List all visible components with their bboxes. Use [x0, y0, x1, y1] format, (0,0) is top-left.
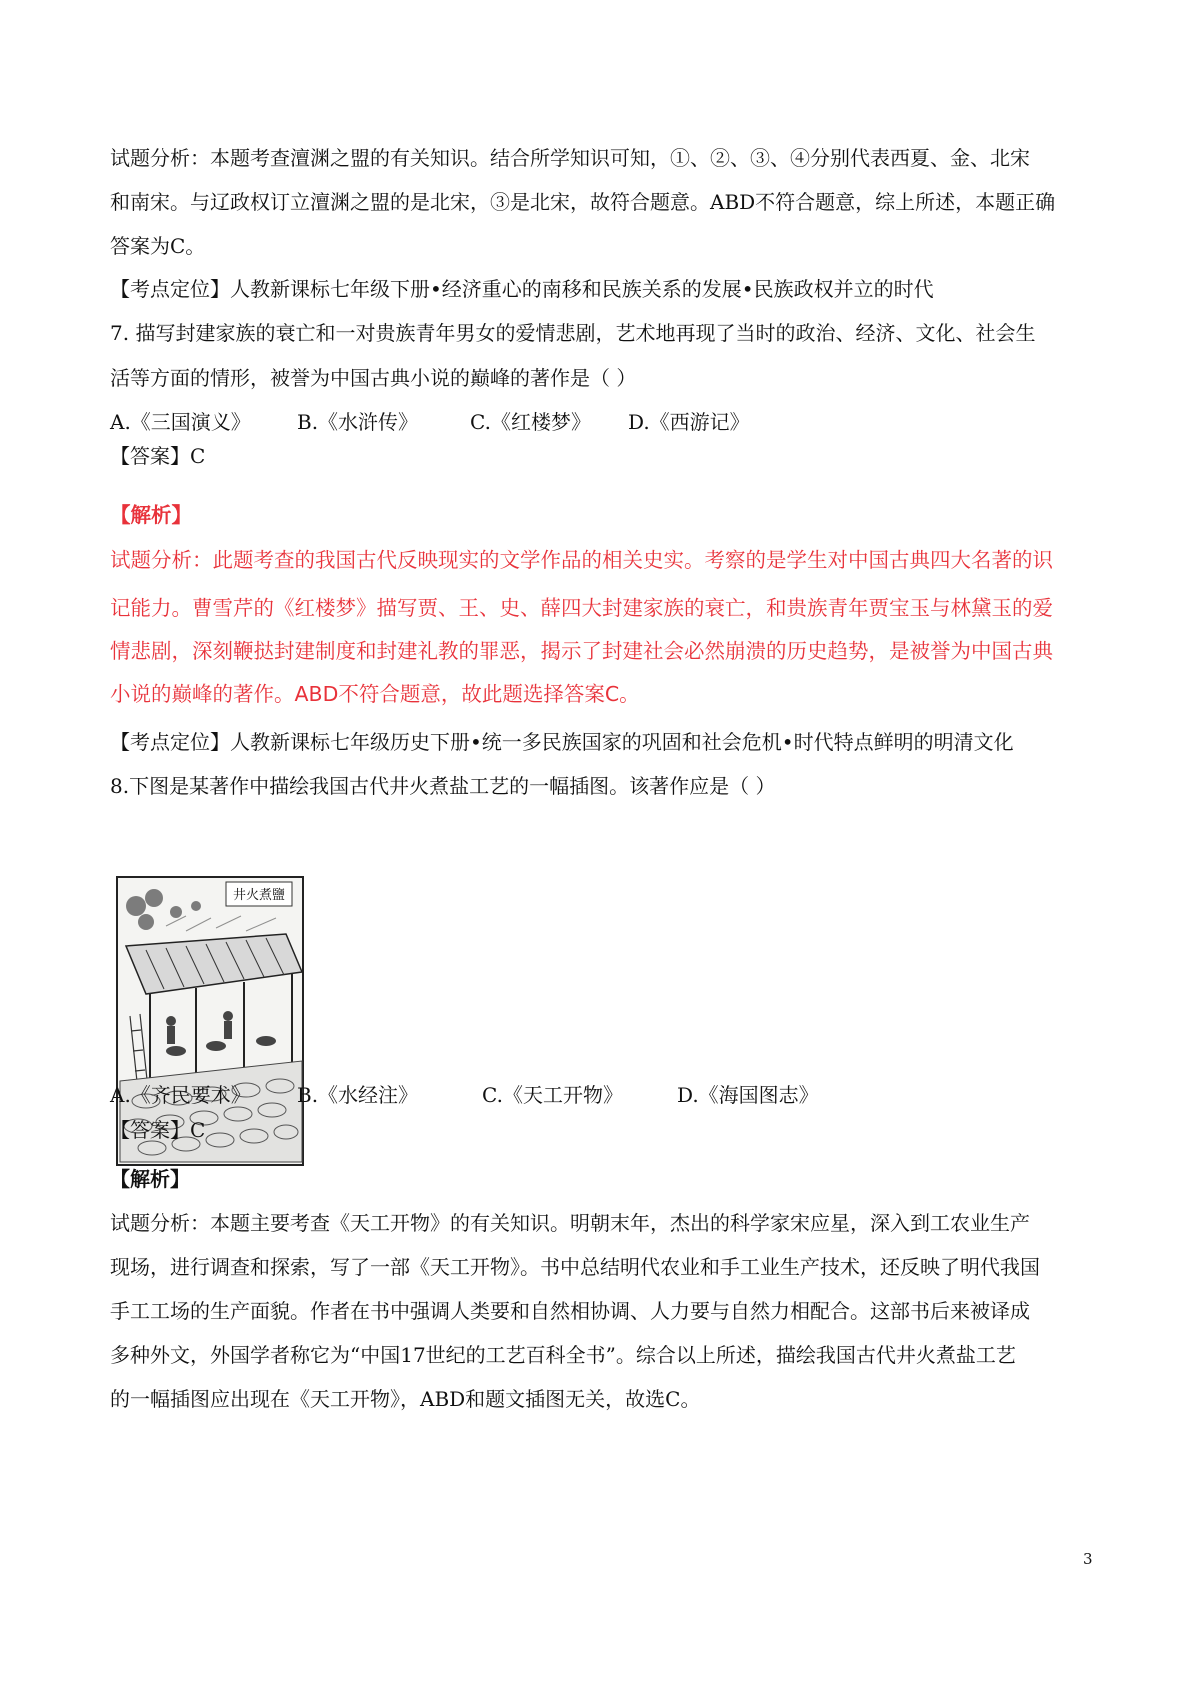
- q7-answer: 【答案】C: [110, 444, 206, 468]
- q7-option-a: A.《三国演义》: [110, 410, 251, 434]
- q8-option-b: B.《水经注》: [297, 1083, 419, 1107]
- q6-analysis-line-2: 和南宋。与辽政权订立澶渊之盟的是北宋，③是北宋，故符合题意。ABD不符合题意，综上所述，本题正确: [110, 190, 1056, 214]
- q7-kaodian: 【考点定位】人教新课标七年级历史下册•统一多民族国家的巩固和社会危机•时代特点鲜明的明清文化: [110, 730, 1014, 754]
- q8-jiexi-heading: 【解析】: [110, 1167, 190, 1191]
- q8-question: 8.下图是某著作中描绘我国古代井火煮盐工艺的一幅插图。该著作应是（ ）: [110, 774, 776, 798]
- q7-jiexi-heading: 【解析】: [110, 503, 192, 527]
- q8-analysis-line-1: 试题分析：本题主要考查《天工开物》的有关知识。明朝末年，杰出的科学家宋应星，深入到工农业生产: [110, 1211, 1030, 1235]
- q8-answer: 【答案】C: [110, 1118, 206, 1142]
- q7-option-c: C.《红楼梦》: [470, 410, 591, 434]
- q7-analysis-line-2: 记能力。曹雪芹的《红楼梦》描写贾、王、史、薛四大封建家族的衰亡，和贵族青年贾宝玉与林黛玉的爱: [110, 596, 1053, 620]
- q7-question-line-2: 活等方面的情形，被誉为中国古典小说的巅峰的著作是（ ）: [110, 366, 637, 390]
- page-number: 3: [1083, 1550, 1093, 1568]
- q6-analysis-line-1: 试题分析：本题考查澶渊之盟的有关知识。结合所学知识可知，①、②、③、④分别代表西夏、金、北宋: [110, 146, 1030, 170]
- q7-question-line-1: 7. 描写封建家族的衰亡和一对贵族青年男女的爱情悲剧，艺术地再现了当时的政治、经济、文化、社会生: [110, 321, 1036, 345]
- q8-option-c: C.《天工开物》: [482, 1083, 623, 1107]
- q6-analysis-line-3: 答案为C。: [110, 234, 206, 258]
- q6-kaodian: 【考点定位】人教新课标七年级下册•经济重心的南移和民族关系的发展•民族政权并立的时代: [110, 277, 934, 301]
- q7-option-b: B.《水浒传》: [297, 410, 419, 434]
- q7-analysis-line-1: 试题分析：此题考查的我国古代反映现实的文学作品的相关史实。考察的是学生对中国古典四大名著的识: [110, 548, 1053, 572]
- q8-analysis-line-3: 手工工场的生产面貌。作者在书中强调人类要和自然相协调、人力要与自然力相配合。这部书后来被译成: [110, 1299, 1030, 1323]
- q7-option-d: D.《西游记》: [628, 410, 750, 434]
- q8-option-d: D.《海国图志》: [677, 1083, 819, 1107]
- q8-analysis-line-5: 的一幅插图应出现在《天工开物》，ABD和题文插图无关，故选C。: [110, 1387, 701, 1411]
- q8-analysis-line-4: 多种外文，外国学者称它为“中国17世纪的工艺百科全书”。综合以上所述，描绘我国古代井火煮盐工艺: [110, 1343, 1016, 1367]
- q8-analysis-line-2: 现场，进行调查和探索，写了一部《天工开物》。书中总结明代农业和手工业生产技术，还反映了明代我国: [110, 1255, 1040, 1279]
- figure-caption: 井火煮鹽: [232, 888, 286, 903]
- q7-analysis-line-4: 小说的巅峰的著作。ABD不符合题意，故此题选择答案C。: [110, 682, 640, 706]
- q7-analysis-line-3: 情悲剧，深刻鞭挞封建制度和封建礼教的罪恶，揭示了封建社会必然崩溃的历史趋势，是被誉为中国古典: [110, 639, 1053, 663]
- q8-option-a: A.《齐民要术》: [110, 1083, 251, 1107]
